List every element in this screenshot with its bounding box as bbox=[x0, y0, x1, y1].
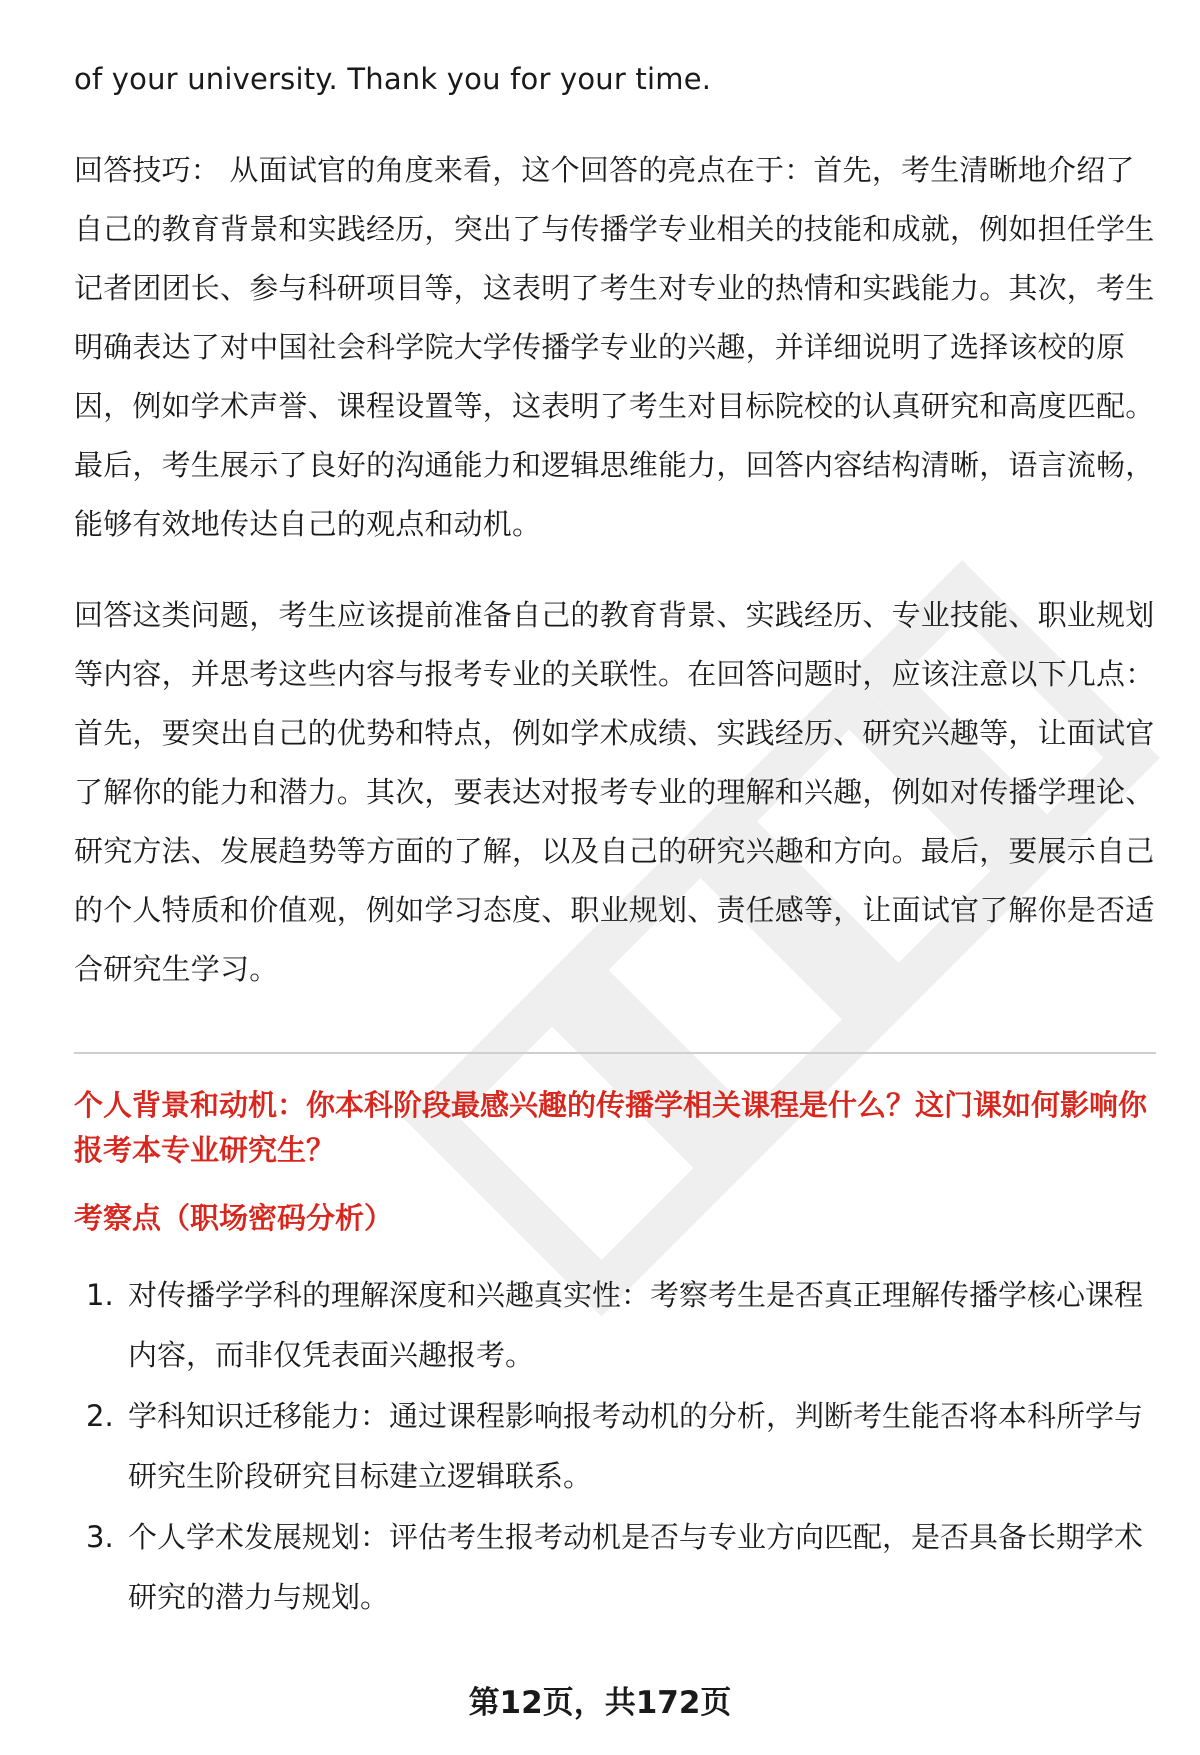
list-number: 1. bbox=[86, 1278, 114, 1312]
list-item bbox=[74, 1265, 1156, 1385]
list-number: 2. bbox=[86, 1399, 114, 1433]
question-title: 个人背景和动机：你本科阶段最感兴趣的传播学相关课程是什么？这门课如何影响你报考本专业研究生？ bbox=[74, 1088, 1148, 1167]
list-item bbox=[74, 1386, 1156, 1506]
list-item bbox=[74, 1507, 1156, 1627]
list-number: 3. bbox=[86, 1520, 114, 1554]
assessment-points-list bbox=[74, 1265, 1156, 1628]
list-text: 个人学术发展规划：评估考生报考动机是否与专业方向匹配，是否具备长期学术研究的潜力与规划。 bbox=[128, 1520, 1144, 1614]
answer-tip-paragraph: 回答技巧： 从面试官的角度来看，这个回答的亮点在于：首先，考生清晰地介绍了自己的教育背景和实践经历，突出了与传播学专业相关的技能和成就，例如担任学生记者团团长、参与科研项目等，这表明了考生对专业的热情和实践能力。其次，考生明确表达了对中国社会科学院大学传播学专业的兴趣，并详细说明了选择该校的原因，例如学术声誉、课程设置等，这表明了考生对目标院校的认真研究和高度匹配。最后，考生展示了良好的沟通能力和逻辑思维能力，回答内容结构清晰，语言流畅，能够有效地传达自己的观点和动机。 bbox=[74, 153, 1155, 541]
lead-text: of your university. Thank you for your time. bbox=[74, 62, 712, 96]
section-divider bbox=[74, 1052, 1156, 1054]
answer-advice-paragraph: 回答这类问题，考生应该提前准备自己的教育背景、实践经历、专业技能、职业规划等内容，并思考这些内容与报考专业的关联性。在回答问题时，应该注意以下几点：首先，要突出自己的优势和特点，例如学术成绩、实践经历、研究兴趣等，让面试官了解你的能力和潜力。其次，要表达对报考专业的理解和兴趣，例如对传播学理论、研究方法、发展趋势等方面的了解，以及自己的研究兴趣和方向。最后，要展示自己的个人特质和价值观，例如学习态度、职业规划、责任感等，让面试官了解你是否适合研究生学习。 bbox=[74, 598, 1155, 986]
list-text: 学科知识迁移能力：通过课程影响报考动机的分析，判断考生能否将本科所学与研究生阶段研究目标建立逻辑联系。 bbox=[128, 1399, 1144, 1493]
assessment-points-title: 考察点（职场密码分析） bbox=[74, 1201, 394, 1235]
list-text: 对传播学学科的理解深度和兴趣真实性：考察考生是否真正理解传播学核心课程内容，而非仅凭表面兴趣报考。 bbox=[128, 1278, 1144, 1372]
page-footer: 第12页，共172页 bbox=[468, 1685, 732, 1721]
